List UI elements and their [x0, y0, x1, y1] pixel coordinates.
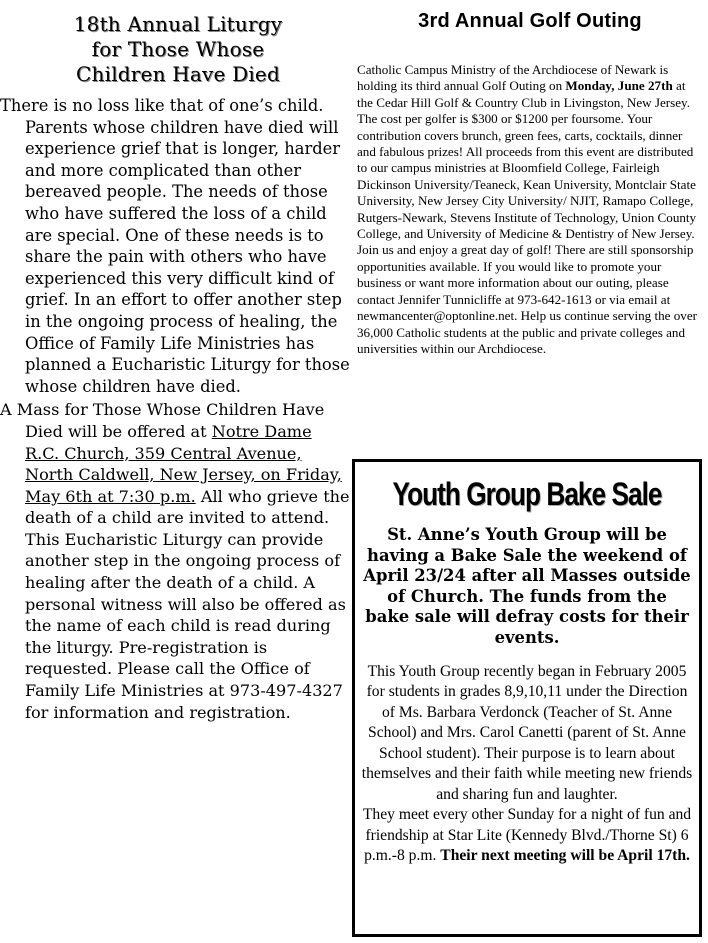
golf-article	[352, 0, 708, 357]
liturgy-body	[0, 95, 350, 723]
liturgy-title	[6, 12, 350, 87]
bake-sale-lead: St. Anne’s Youth Group will be having a Bake Sale the weekend of April 23/24 after all Masses outside of Church. The funds from the bake sale will defray costs for their events.	[363, 525, 691, 647]
bake-sale-body-2	[361, 805, 693, 867]
liturgy-mass-details: All who grieve the death of a child are invited to attend. This Eucharistic Liturgy can provide another step in the ongoing process of healing after the death of a child. A personal witness will also be offered as the name of each child is read during the liturgy. Pre-registration is requested. Please call the Office of Family Life Ministries at 973-497-4327 for information and registration.	[25, 486, 350, 722]
liturgy-title-line2: for Those Whose	[91, 37, 265, 61]
liturgy-paragraph-2	[0, 399, 350, 723]
golf-date: Monday, June 27th	[565, 78, 673, 94]
bake-sale-body-1: This Youth Group recently began in February 2005 for students in grades 8,9,10,11 under the Direction of Ms. Barbara Verdonck (Teacher of St. Anne School) and Mrs. Carol Canetti (parent of St. Anne School student). Their purpose is to learn about themselves and their faith while meeting new friends and sharing fun and laughter.	[361, 662, 693, 803]
liturgy-title-line3: Children Have Died	[76, 62, 280, 86]
bake-sale-box	[352, 459, 702, 937]
liturgy-article	[0, 0, 350, 723]
bake-sale-body	[361, 662, 693, 867]
golf-body-details: at the Cedar Hill Golf & Country Club in Livingston, New Jersey. The cost per golfer is $300 or $1200 per foursome. Your contribution covers brunch, green fees, carts, cocktails, dinner and fabulous prizes! All proceeds from this event are distributed to our campus ministries at Bloomfield College, Fairleigh Dickinson University/Teaneck, Kean University, Montclair State University, New Jersey City University/ NJIT, Ramapo College, Rutgers-Newark, Stevens Institute of Technology, Union County College, and University of Medicine & Dentistry of New Jersey. Join us and enjoy a great day of golf! There are still sponsorship opportunities available. If you would like to promote your business or want more information about our outing, please contact Jennifer Tunnicliffe at 973-642-1613 or via email at newmancenter@optonline.net. Help us continue serving the over 36,000 Catholic students at the public and private colleges and universities within our Archdiocese.	[357, 78, 698, 356]
bake-sale-title: Youth Group Bake Sale	[392, 476, 662, 512]
liturgy-paragraph-1: There is no loss like that of one’s child. Parents whose children have died will experience grief that is longer, harder and more complicated than other bereaved people. The needs of those who have suffered the loss of a child are special. One of these needs is to share the pain with others who have experienced this very difficult kind of grief. In an effort to offer another step in the ongoing process of healing, the Office of Family Life Ministries has planned a Eucharistic Liturgy for those whose children have died.	[0, 96, 350, 396]
liturgy-mass-lead: A Mass for Those Whose Children Have Died will be offered at	[0, 400, 325, 441]
liturgy-title-line1: 18th Annual Liturgy	[73, 12, 283, 36]
bake-sale-next-meeting: Their next meeting will be April 17th.	[440, 847, 690, 865]
bake-sale-meeting-info: They meet every other Sunday for a night of fun and friendship at Star Lite (Kennedy Blvd./Thorne St) 6 p.m.-8 p.m.	[362, 806, 692, 865]
golf-title: 3rd Annual Golf Outing	[418, 10, 642, 32]
golf-body-intro: Catholic Campus Ministry of the Archdiocese of Newark is holding its third annual Golf Outing on	[357, 62, 669, 94]
golf-body	[357, 62, 704, 357]
liturgy-mass-location: Notre Dame R.C. Church, 359 Central Avenue, North Caldwell, New Jersey, on Friday, May 6th at 7:30 p.m.	[25, 421, 342, 506]
